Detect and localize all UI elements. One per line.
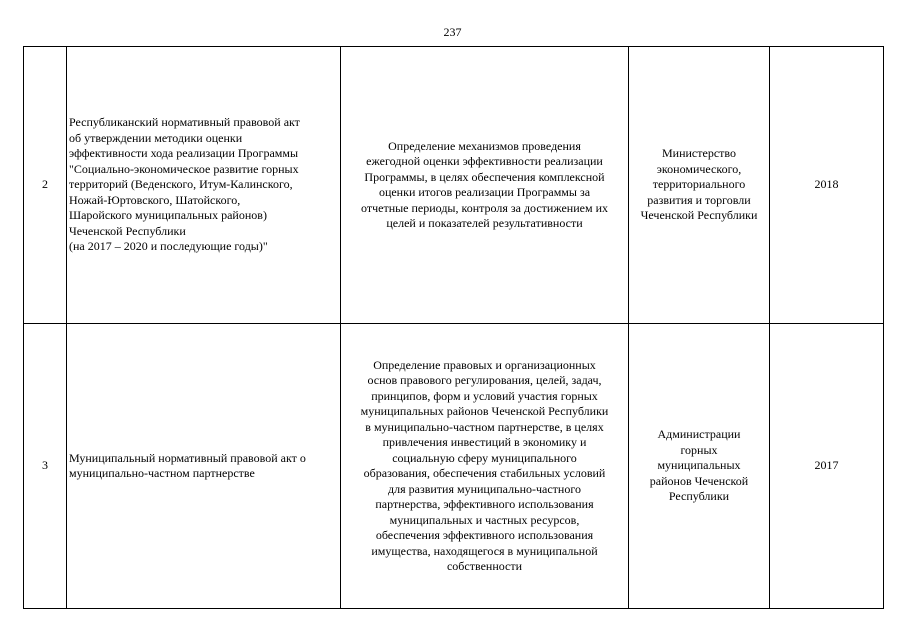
text-line: Республиканский нормативный правовой акт bbox=[69, 115, 300, 130]
text-line: развития и торговли bbox=[647, 192, 751, 207]
text-line: Определение правовых и организационных bbox=[373, 357, 596, 372]
text-line: ежегодной оценки эффективности реализации bbox=[366, 154, 603, 168]
page-number: 237 bbox=[443, 25, 462, 39]
text-line: оценки итогов реализации Программы за bbox=[378, 185, 591, 199]
text-line: Определение механизмов проведения bbox=[388, 138, 581, 153]
text-line: целей и показателей результативности bbox=[386, 216, 583, 230]
text-line: собственности bbox=[446, 559, 523, 573]
text-line: Муниципальный нормативный правовой акт о bbox=[69, 450, 306, 465]
text-line: обеспечения эффективного использования bbox=[375, 528, 594, 542]
measures-table bbox=[23, 46, 884, 609]
text-line: социальную сферу муниципального bbox=[392, 450, 577, 465]
text-line: муниципальных bbox=[657, 458, 741, 473]
text-line: муниципальных и частных ресурсов, bbox=[389, 512, 580, 527]
text-line: привлечения инвестиций в экономику и bbox=[382, 435, 587, 449]
purpose-cell bbox=[341, 47, 629, 324]
text-line: партнерства, эффективного использования bbox=[375, 497, 594, 511]
responsible-cell bbox=[629, 324, 770, 609]
row-number-cell: 3 bbox=[24, 324, 67, 609]
text-line: (на 2017 – 2020 и последующие годы)" bbox=[69, 239, 268, 254]
text-line: принципов, форм и условий участия горных bbox=[371, 388, 598, 403]
text-line: Администрации bbox=[657, 427, 741, 442]
act-name-cell bbox=[67, 47, 341, 324]
text-line: Шаройского муниципальных районов) bbox=[69, 208, 267, 223]
text-line: Программы, в целях обеспечения комплексной bbox=[364, 169, 605, 184]
text-line: основ правового регулирования, целей, задач, bbox=[367, 373, 602, 387]
text-line: муниципальных районов Чеченской Республики bbox=[360, 404, 609, 418]
text-line: об утверждении методики оценки bbox=[69, 130, 243, 145]
text-line: Ножай-Юртовского, Шатойского, bbox=[69, 192, 241, 207]
text-line: муниципально-частном партнерстве bbox=[69, 466, 255, 480]
text-line: районов Чеченской bbox=[649, 473, 749, 488]
row-number-cell: 2 bbox=[24, 47, 67, 324]
act-name-cell bbox=[67, 324, 341, 609]
text-line: в муниципально-частном партнерстве, в целях bbox=[365, 419, 604, 434]
year-cell: 2017 bbox=[770, 324, 884, 609]
text-line: имущества, находящегося в муниципальной bbox=[371, 543, 598, 558]
text-line: образования, обеспечения стабильных условий bbox=[363, 466, 606, 480]
text-line: отчетные периоды, контроля за достижением их bbox=[361, 200, 608, 215]
table-row bbox=[24, 324, 884, 609]
text-line: "Социально-экономическое развитие горных bbox=[69, 161, 299, 176]
text-line: экономического, bbox=[656, 161, 742, 176]
table-row bbox=[24, 47, 884, 324]
text-line: Чеченской Республики bbox=[69, 223, 186, 238]
purpose-cell bbox=[341, 324, 629, 609]
text-line: территориального bbox=[652, 177, 746, 192]
text-line: территорий (Веденского, Итум-Калинского, bbox=[69, 177, 293, 192]
text-line: для развития муниципально-частного bbox=[388, 481, 581, 496]
responsible-cell bbox=[629, 47, 770, 324]
text-line: горных bbox=[680, 442, 718, 457]
year-cell: 2018 bbox=[770, 47, 884, 324]
text-line: Республики bbox=[668, 489, 730, 504]
text-line: Чеченской Республики bbox=[640, 208, 758, 223]
text-line: Министерство bbox=[662, 146, 736, 161]
text-line: эффективности хода реализации Программы bbox=[69, 146, 299, 161]
